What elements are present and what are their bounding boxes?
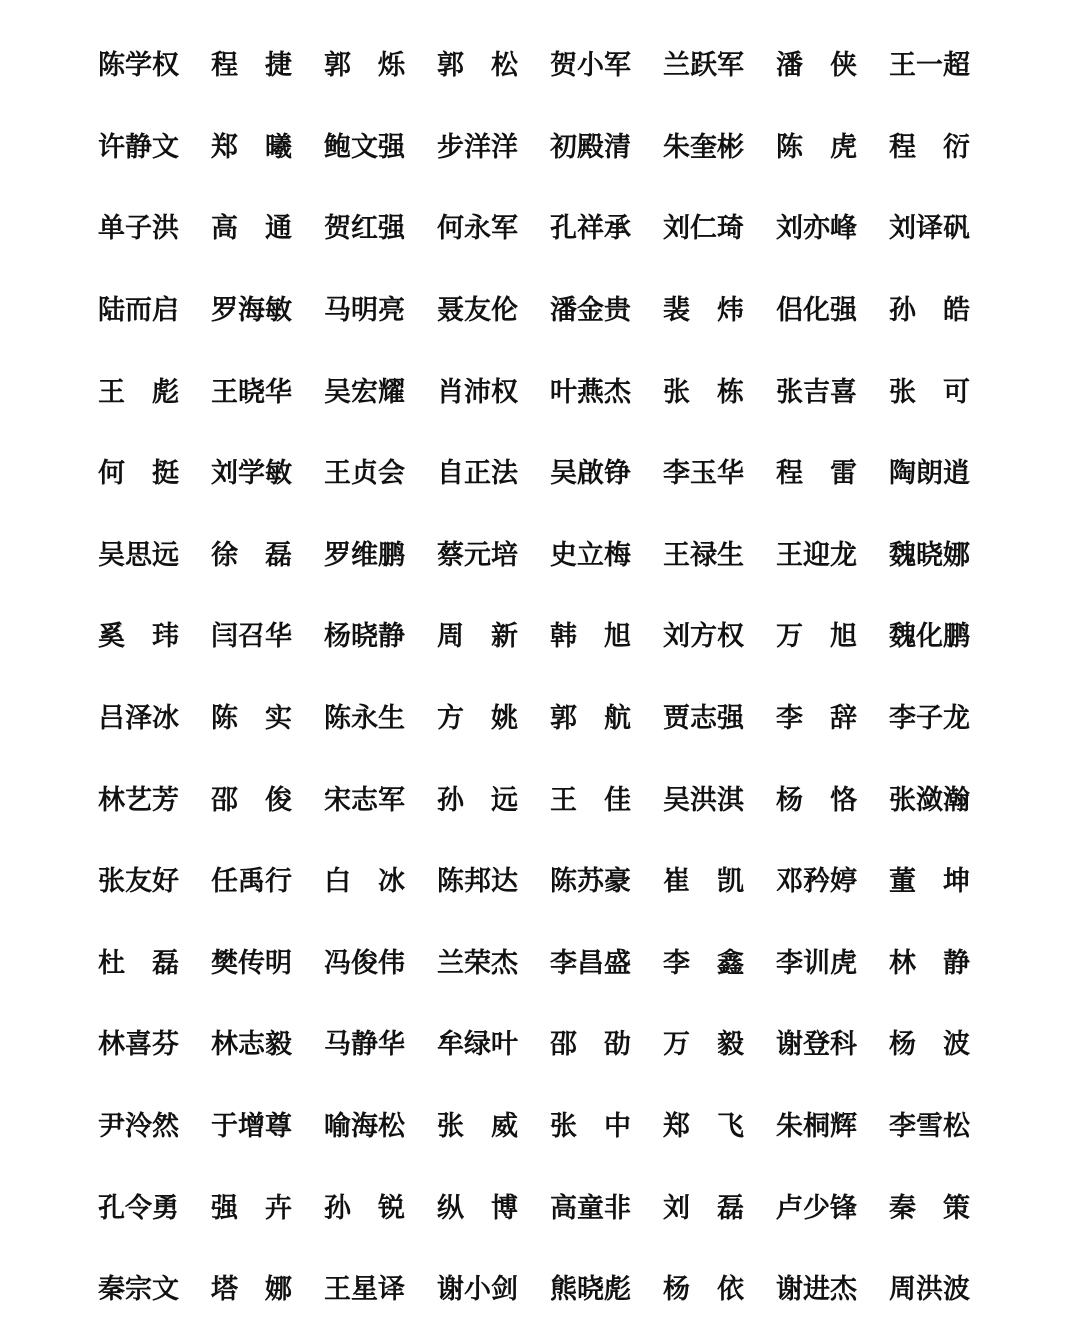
- name-entry: 王 彪: [98, 376, 179, 408]
- name-entry: 马静华: [324, 1029, 405, 1061]
- name-row: [98, 593, 988, 675]
- name-entry: 冯俊伟: [324, 947, 405, 979]
- name-entry: 孙 皓: [889, 295, 970, 327]
- name-entry: 刘学敏: [211, 458, 292, 490]
- name-entry: 杜 磊: [98, 947, 179, 979]
- name-entry: 何永军: [437, 213, 518, 245]
- name-entry: 朱桐辉: [776, 1111, 857, 1143]
- name-entry: 贺小军: [550, 50, 631, 82]
- name-entry: 吴宏耀: [324, 376, 405, 408]
- name-entry: 杨 波: [889, 1029, 970, 1061]
- name-entry: 奚 玮: [98, 621, 179, 653]
- name-entry: 李 辞: [776, 703, 857, 735]
- name-entry: 张 可: [889, 376, 970, 408]
- name-entry: 李玉华: [663, 458, 744, 490]
- name-entry: 陆而启: [98, 295, 179, 327]
- name-entry: 林 静: [889, 947, 970, 979]
- name-entry: 罗海敏: [211, 295, 292, 327]
- name-entry: 王星译: [324, 1274, 405, 1306]
- name-entry: 潘 侠: [776, 50, 857, 82]
- name-row: [98, 675, 988, 757]
- name-entry: 单子洪: [98, 213, 179, 245]
- name-entry: 宋志军: [324, 784, 405, 816]
- name-entry: 孔令勇: [98, 1192, 179, 1224]
- name-entry: 徐 磊: [211, 539, 292, 571]
- name-entry: 张吉喜: [776, 376, 857, 408]
- name-entry: 王一超: [889, 50, 970, 82]
- name-entry: 于增尊: [211, 1111, 292, 1143]
- name-entry: 自正法: [437, 458, 518, 490]
- name-entry: 樊传明: [211, 947, 292, 979]
- name-entry: 程 捷: [211, 50, 292, 82]
- name-entry: 吴啟铮: [550, 458, 631, 490]
- name-entry: 牟绿叶: [437, 1029, 518, 1061]
- name-entry: 邓矜婷: [776, 866, 857, 898]
- name-entry: 塔 娜: [211, 1274, 292, 1306]
- name-entry: 卢少锋: [776, 1192, 857, 1224]
- name-entry: 王禄生: [663, 539, 744, 571]
- name-entry: 尹泠然: [98, 1111, 179, 1143]
- name-entry: 陈 虎: [776, 131, 857, 163]
- name-entry: 王迎龙: [776, 539, 857, 571]
- name-row: [98, 512, 988, 594]
- name-entry: 肖沛权: [437, 376, 518, 408]
- name-entry: 刘 磊: [663, 1192, 744, 1224]
- name-entry: 刘亦峰: [776, 213, 857, 245]
- name-entry: 周洪波: [889, 1274, 970, 1306]
- name-entry: 叶燕杰: [550, 376, 631, 408]
- name-entry: 王 佳: [550, 784, 631, 816]
- name-entry: 侣化强: [776, 295, 857, 327]
- name-entry: 张 中: [550, 1111, 631, 1143]
- name-entry: 张 栋: [663, 376, 744, 408]
- name-entry: 孙 锐: [324, 1192, 405, 1224]
- name-entry: 李雪松: [889, 1111, 970, 1143]
- name-row: [98, 1164, 988, 1246]
- name-entry: 谢登科: [776, 1029, 857, 1061]
- name-entry: 陈 实: [211, 703, 292, 735]
- name-entry: 郑 曦: [211, 131, 292, 163]
- name-entry: 谢进杰: [776, 1274, 857, 1306]
- name-entry: 方 姚: [437, 703, 518, 735]
- name-entry: 陈邦达: [437, 866, 518, 898]
- name-entry: 杨 依: [663, 1274, 744, 1306]
- name-row: [98, 756, 988, 838]
- name-entry: 兰跃军: [663, 50, 744, 82]
- name-entry: 马明亮: [324, 295, 405, 327]
- name-entry: 纵 博: [437, 1192, 518, 1224]
- name-entry: 吴洪淇: [663, 784, 744, 816]
- name-entry: 李昌盛: [550, 947, 631, 979]
- name-entry: 杨晓静: [324, 621, 405, 653]
- name-entry: 朱奎彬: [663, 131, 744, 163]
- name-entry: 杨 恪: [776, 784, 857, 816]
- name-entry: 孔祥承: [550, 213, 631, 245]
- name-entry: 蔡元培: [437, 539, 518, 571]
- name-entry: 陈学权: [98, 50, 179, 82]
- name-entry: 白 冰: [324, 866, 405, 898]
- name-entry: 任禹行: [211, 866, 292, 898]
- name-entry: 兰荣杰: [437, 947, 518, 979]
- name-entry: 王晓华: [211, 376, 292, 408]
- name-entry: 吴思远: [98, 539, 179, 571]
- name-entry: 喻海松: [324, 1111, 405, 1143]
- name-entry: 鲍文强: [324, 131, 405, 163]
- name-entry: 王贞会: [324, 458, 405, 490]
- name-entry: 张友好: [98, 866, 179, 898]
- name-entry: 聂友伦: [437, 295, 518, 327]
- name-row: [98, 838, 988, 920]
- name-entry: 陈苏豪: [550, 866, 631, 898]
- name-row: [98, 1001, 988, 1083]
- name-entry: 邵 劭: [550, 1029, 631, 1061]
- name-entry: 林喜芬: [98, 1029, 179, 1061]
- name-list: [98, 22, 988, 1328]
- name-row: [98, 22, 988, 104]
- name-entry: 何 挺: [98, 458, 179, 490]
- name-row: [98, 430, 988, 512]
- name-entry: 罗维鹏: [324, 539, 405, 571]
- name-entry: 刘译矾: [889, 213, 970, 245]
- name-entry: 张 威: [437, 1111, 518, 1143]
- name-entry: 万 旭: [776, 621, 857, 653]
- name-entry: 潘金贵: [550, 295, 631, 327]
- name-entry: 谢小剑: [437, 1274, 518, 1306]
- name-entry: 李子龙: [889, 703, 970, 735]
- name-entry: 郭 烁: [324, 50, 405, 82]
- name-entry: 吕泽冰: [98, 703, 179, 735]
- name-entry: 闫召华: [211, 621, 292, 653]
- name-entry: 郭 航: [550, 703, 631, 735]
- name-entry: 贾志强: [663, 703, 744, 735]
- name-entry: 魏化鹏: [889, 621, 970, 653]
- name-entry: 史立梅: [550, 539, 631, 571]
- name-entry: 刘仁琦: [663, 213, 744, 245]
- name-entry: 李训虎: [776, 947, 857, 979]
- name-entry: 熊晓彪: [550, 1274, 631, 1306]
- name-entry: 程 衍: [889, 131, 970, 163]
- name-entry: 初殿清: [550, 131, 631, 163]
- name-entry: 韩 旭: [550, 621, 631, 653]
- name-entry: 张潋瀚: [889, 784, 970, 816]
- name-entry: 董 坤: [889, 866, 970, 898]
- name-entry: 贺红强: [324, 213, 405, 245]
- name-entry: 魏晓娜: [889, 539, 970, 571]
- name-entry: 秦宗文: [98, 1274, 179, 1306]
- name-entry: 万 毅: [663, 1029, 744, 1061]
- name-row: [98, 185, 988, 267]
- name-entry: 邵 俊: [211, 784, 292, 816]
- name-entry: 李 鑫: [663, 947, 744, 979]
- name-entry: 强 卉: [211, 1192, 292, 1224]
- name-entry: 孙 远: [437, 784, 518, 816]
- name-entry: 林艺芳: [98, 784, 179, 816]
- name-entry: 许静文: [98, 131, 179, 163]
- name-entry: 郭 松: [437, 50, 518, 82]
- name-entry: 秦 策: [889, 1192, 970, 1224]
- name-entry: 刘方权: [663, 621, 744, 653]
- name-row: [98, 920, 988, 1002]
- name-entry: 步洋洋: [437, 131, 518, 163]
- name-entry: 周 新: [437, 621, 518, 653]
- name-entry: 高 通: [211, 213, 292, 245]
- name-row: [98, 348, 988, 430]
- name-entry: 崔 凯: [663, 866, 744, 898]
- name-entry: 裴 炜: [663, 295, 744, 327]
- name-entry: 林志毅: [211, 1029, 292, 1061]
- name-row: [98, 1083, 988, 1165]
- name-entry: 陶朗逍: [889, 458, 970, 490]
- name-row: [98, 104, 988, 186]
- name-row: [98, 1246, 988, 1328]
- name-row: [98, 267, 988, 349]
- name-entry: 郑 飞: [663, 1111, 744, 1143]
- name-entry: 程 雷: [776, 458, 857, 490]
- name-entry: 陈永生: [324, 703, 405, 735]
- name-entry: 高童非: [550, 1192, 631, 1224]
